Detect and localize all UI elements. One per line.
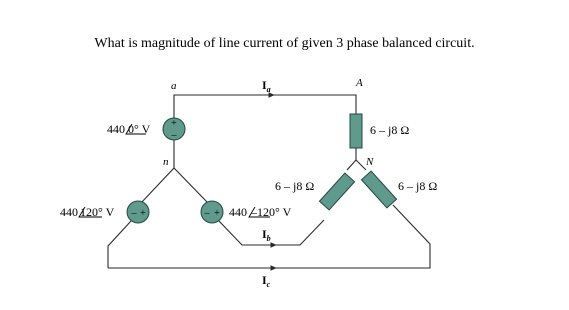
current-a-label [262, 78, 271, 94]
load-impedance-a-label: 6 – j8 Ω [370, 123, 410, 137]
node-A-label: A [356, 77, 363, 89]
current-b-symbol: I [262, 227, 267, 241]
source-a-magnitude: 440 [107, 122, 125, 136]
voltage-source-c [127, 201, 149, 223]
voltage-source-a [163, 118, 185, 141]
question-text: What is magnitude of line current of given 3 phase balanced circuit. [94, 36, 475, 51]
voltage-source-b [201, 201, 223, 223]
load-neutral-to-c-wire [356, 160, 366, 170]
current-b-label [262, 227, 271, 243]
source-a-plus-icon: + [171, 118, 177, 129]
current-b-subscript: b [266, 234, 271, 243]
load-impedance-a [350, 114, 362, 148]
current-a-subscript: a [266, 85, 271, 94]
source-c-angle: 120° V [80, 205, 115, 219]
neutral-to-source-b-wire [174, 168, 208, 203]
current-c-subscript: c [266, 280, 271, 289]
load-neutral-to-b-wire [347, 160, 356, 170]
neutral-to-source-c-wire [141, 168, 174, 203]
line-b-wire [219, 220, 324, 245]
current-a-symbol: I [262, 78, 267, 92]
source-b-plus-icon: + [214, 208, 220, 219]
source-c-magnitude: 440 [60, 205, 78, 219]
current-c-symbol: I [262, 273, 267, 287]
current-c-label [262, 273, 271, 289]
source-b-angle: –120° V [251, 205, 292, 219]
load-impedance-c [361, 171, 396, 208]
node-n-label: n [163, 156, 169, 168]
load-impedance-b [319, 173, 354, 210]
node-N-label: N [366, 156, 374, 168]
line-c-left-wire [108, 221, 131, 268]
source-a-angle: 0° V [128, 122, 151, 136]
source-b-minus-icon: – [204, 208, 210, 219]
source-c-plus-icon: + [140, 208, 146, 219]
load-impedance-b-label: 6 – j8 Ω [275, 179, 315, 193]
source-c-minus-icon: – [131, 208, 137, 219]
source-a-minus-icon: – [171, 130, 177, 141]
line-a-wire [174, 95, 356, 118]
node-a-label: a [171, 80, 177, 92]
load-impedance-c-label: 6 – j8 Ω [398, 179, 438, 193]
source-b-magnitude: 440 [229, 205, 247, 219]
